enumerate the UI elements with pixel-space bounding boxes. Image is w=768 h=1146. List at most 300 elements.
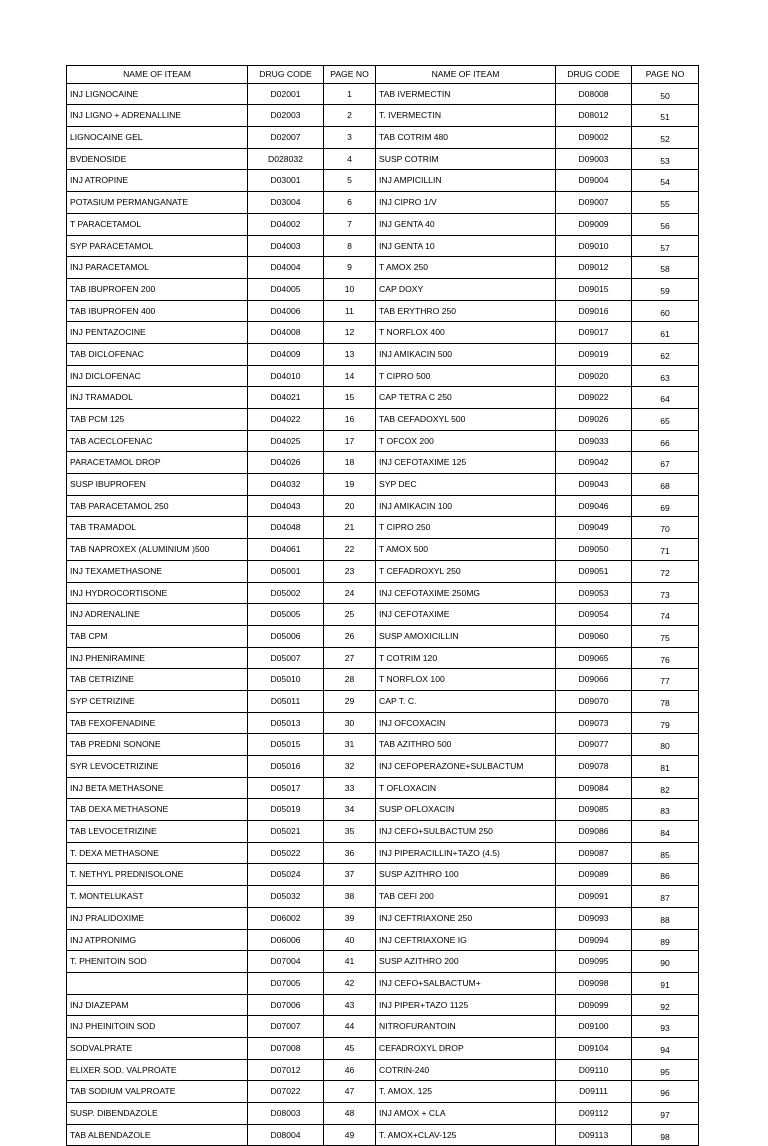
drug-name-left: TAB DEXA METHASONE — [67, 799, 248, 821]
page-no-right: 56 — [632, 213, 699, 235]
page-no-right: 76 — [632, 647, 699, 669]
page-no-left: 2 — [324, 105, 376, 127]
page-no-left: 38 — [324, 886, 376, 908]
page-no-left: 42 — [324, 972, 376, 994]
page-no-right: 93 — [632, 1016, 699, 1038]
drug-name-right: T COTRIM 120 — [376, 647, 556, 669]
drug-name-right: INJ AMPICILLIN — [376, 170, 556, 192]
page-no-right: 50 — [632, 83, 699, 105]
drug-name-right: SUSP OFLOXACIN — [376, 799, 556, 821]
drug-name-right: T NORFLOX 100 — [376, 669, 556, 691]
page-no-left: 27 — [324, 647, 376, 669]
page-no-right: 57 — [632, 235, 699, 257]
drug-name-right: INJ CEFOTAXIME 250MG — [376, 582, 556, 604]
drug-name-left: BVDENOSIDE — [67, 148, 248, 170]
drug-name-left: INJ PENTAZOCINE — [67, 322, 248, 344]
drug-name-left: INJ DIAZEPAM — [67, 994, 248, 1016]
drug-code-left: D04048 — [248, 517, 324, 539]
header-page-right: PAGE NO — [632, 66, 699, 84]
drug-code-left: D04021 — [248, 387, 324, 409]
drug-code-left: D04006 — [248, 300, 324, 322]
drug-name-right: T OFCOX 200 — [376, 430, 556, 452]
drug-code-right: D09053 — [556, 582, 632, 604]
table-row — [67, 886, 699, 908]
drug-name-right: COTRIN-240 — [376, 1059, 556, 1081]
table-row — [67, 560, 699, 582]
page-no-right: 78 — [632, 690, 699, 712]
drug-name-right: INJ CEFOTAXIME 125 — [376, 452, 556, 474]
page-no-left: 18 — [324, 452, 376, 474]
drug-name-left: TAB IBUPROFEN 200 — [67, 278, 248, 300]
page-no-right: 59 — [632, 278, 699, 300]
drug-name-left — [67, 972, 248, 994]
drug-code-right: D09073 — [556, 712, 632, 734]
drug-code-left: D04008 — [248, 322, 324, 344]
drug-code-right: D09003 — [556, 148, 632, 170]
drug-name-right: SUSP AZITHRO 200 — [376, 951, 556, 973]
drug-name-left: TAB CETRIZINE — [67, 669, 248, 691]
page-no-left: 47 — [324, 1081, 376, 1103]
drug-code-left: D05011 — [248, 690, 324, 712]
table-row — [67, 495, 699, 517]
header-code-left: DRUG CODE — [248, 66, 324, 84]
page-no-right: 94 — [632, 1037, 699, 1059]
drug-code-left: D07007 — [248, 1016, 324, 1038]
drug-code-left: D02003 — [248, 105, 324, 127]
drug-name-left: SODVALPRATE — [67, 1037, 248, 1059]
table-row — [67, 929, 699, 951]
header-row — [67, 66, 699, 84]
drug-code-right: D09070 — [556, 690, 632, 712]
page-no-left: 8 — [324, 235, 376, 257]
table-row — [67, 712, 699, 734]
drug-name-left: TAB CPM — [67, 625, 248, 647]
drug-code-right: D09078 — [556, 756, 632, 778]
page-no-left: 7 — [324, 213, 376, 235]
drug-name-right: SUSP COTRIM — [376, 148, 556, 170]
drug-code-right: D09033 — [556, 430, 632, 452]
page-no-left: 22 — [324, 539, 376, 561]
page-no-left: 25 — [324, 604, 376, 626]
drug-code-right: D09093 — [556, 907, 632, 929]
drug-code-left: D04043 — [248, 495, 324, 517]
drug-code-left: D07004 — [248, 951, 324, 973]
page-no-left: 34 — [324, 799, 376, 821]
drug-name-left: INJ PHEINITOIN SOD — [67, 1016, 248, 1038]
page-no-right: 86 — [632, 864, 699, 886]
page-no-right: 75 — [632, 625, 699, 647]
drug-code-left: D05015 — [248, 734, 324, 756]
drug-code-left: D07006 — [248, 994, 324, 1016]
drug-code-right: D09020 — [556, 365, 632, 387]
page-no-left: 46 — [324, 1059, 376, 1081]
drug-code-left: D05002 — [248, 582, 324, 604]
drug-name-left: TAB LEVOCETRIZINE — [67, 821, 248, 843]
table-row — [67, 842, 699, 864]
table-row — [67, 322, 699, 344]
drug-code-right: D09004 — [556, 170, 632, 192]
drug-name-left: PARACETAMOL DROP — [67, 452, 248, 474]
drug-code-right: D09110 — [556, 1059, 632, 1081]
drug-code-left: D04061 — [248, 539, 324, 561]
table-row — [67, 105, 699, 127]
page-no-right: 70 — [632, 517, 699, 539]
drug-code-left: D07022 — [248, 1081, 324, 1103]
drug-code-right: D09009 — [556, 213, 632, 235]
table-row — [67, 821, 699, 843]
page-no-right: 65 — [632, 409, 699, 431]
page-no-right: 74 — [632, 604, 699, 626]
drug-code-left: D05024 — [248, 864, 324, 886]
page-no-left: 20 — [324, 495, 376, 517]
drug-code-left: D05006 — [248, 625, 324, 647]
page-no-right: 96 — [632, 1081, 699, 1103]
drug-code-right: D09010 — [556, 235, 632, 257]
drug-name-right: CAP T. C. — [376, 690, 556, 712]
page-no-right: 63 — [632, 365, 699, 387]
page-no-left: 21 — [324, 517, 376, 539]
page-no-left: 40 — [324, 929, 376, 951]
page-no-right: 83 — [632, 799, 699, 821]
drug-code-left: D05022 — [248, 842, 324, 864]
table-row — [67, 235, 699, 257]
drug-code-right: D09054 — [556, 604, 632, 626]
page-no-left: 28 — [324, 669, 376, 691]
page-no-right: 81 — [632, 756, 699, 778]
drug-code-right: D09100 — [556, 1016, 632, 1038]
drug-name-left: SYP CETRIZINE — [67, 690, 248, 712]
drug-code-left: D04026 — [248, 452, 324, 474]
page-no-left: 30 — [324, 712, 376, 734]
table-row — [67, 409, 699, 431]
table-row — [67, 756, 699, 778]
table-row — [67, 777, 699, 799]
page-no-left: 11 — [324, 300, 376, 322]
drug-code-left: D02001 — [248, 83, 324, 105]
drug-name-right: CEFADROXYL DROP — [376, 1037, 556, 1059]
table-row — [67, 994, 699, 1016]
drug-name-left: TAB DICLOFENAC — [67, 343, 248, 365]
table-row — [67, 582, 699, 604]
page-no-left: 3 — [324, 127, 376, 149]
table-row — [67, 170, 699, 192]
page-no-right: 51 — [632, 105, 699, 127]
drug-code-left: D02007 — [248, 127, 324, 149]
page-no-right: 87 — [632, 886, 699, 908]
drug-code-left: D08003 — [248, 1103, 324, 1125]
drug-name-right: T. AMOX. 125 — [376, 1081, 556, 1103]
table-row — [67, 734, 699, 756]
drug-name-left: TAB PARACETAMOL 250 — [67, 495, 248, 517]
page-no-left: 43 — [324, 994, 376, 1016]
page-no-left: 14 — [324, 365, 376, 387]
drug-name-right: INJ PIPER+TAZO 1125 — [376, 994, 556, 1016]
drug-code-left: D05007 — [248, 647, 324, 669]
page-no-left: 48 — [324, 1103, 376, 1125]
drug-code-left: D04022 — [248, 409, 324, 431]
drug-name-right: INJ AMIKACIN 500 — [376, 343, 556, 365]
drug-code-right: D09085 — [556, 799, 632, 821]
drug-code-right: D09019 — [556, 343, 632, 365]
drug-name-right: TAB AZITHRO 500 — [376, 734, 556, 756]
drug-code-right: D09060 — [556, 625, 632, 647]
drug-code-right: D09112 — [556, 1103, 632, 1125]
drug-code-right: D09012 — [556, 257, 632, 279]
drug-name-left: INJ TEXAMETHASONE — [67, 560, 248, 582]
drug-code-right: D09049 — [556, 517, 632, 539]
drug-name-left: T. NETHYL PREDNISOLONE — [67, 864, 248, 886]
table-row — [67, 1081, 699, 1103]
drug-code-left: D04009 — [248, 343, 324, 365]
page-no-right: 68 — [632, 474, 699, 496]
page-no-right: 85 — [632, 842, 699, 864]
drug-code-left: D04004 — [248, 257, 324, 279]
page-no-right: 60 — [632, 300, 699, 322]
drug-name-left: LIGNOCAINE GEL — [67, 127, 248, 149]
drug-name-left: TAB ALBENDAZOLE — [67, 1124, 248, 1146]
page-no-right: 53 — [632, 148, 699, 170]
page-no-left: 31 — [324, 734, 376, 756]
drug-name-left: TAB NAPROXEX (ALUMINIUM )500 — [67, 539, 248, 561]
drug-name-left: INJ ATROPINE — [67, 170, 248, 192]
drug-name-right: T NORFLOX 400 — [376, 322, 556, 344]
table-row — [67, 83, 699, 105]
table-row — [67, 127, 699, 149]
page-no-right: 97 — [632, 1103, 699, 1125]
drug-code-right: D09111 — [556, 1081, 632, 1103]
drug-name-right: T CIPRO 500 — [376, 365, 556, 387]
drug-code-right: D09050 — [556, 539, 632, 561]
table-row — [67, 1103, 699, 1125]
page-no-left: 17 — [324, 430, 376, 452]
drug-name-right: INJ PIPERACILLIN+TAZO (4.5) — [376, 842, 556, 864]
page-no-left: 45 — [324, 1037, 376, 1059]
drug-code-right: D09007 — [556, 192, 632, 214]
drug-name-right: INJ GENTA 40 — [376, 213, 556, 235]
table-row — [67, 1037, 699, 1059]
header-name-right: NAME OF ITEAM — [376, 66, 556, 84]
drug-name-right: INJ CEFOPERAZONE+SULBACTUM — [376, 756, 556, 778]
drug-code-right: D09015 — [556, 278, 632, 300]
drug-code-left: D04002 — [248, 213, 324, 235]
drug-name-right: TAB CEFADOXYL 500 — [376, 409, 556, 431]
drug-name-left: POTASIUM PERMANGANATE — [67, 192, 248, 214]
drug-name-right: CAP TETRA C 250 — [376, 387, 556, 409]
drug-code-left: D07012 — [248, 1059, 324, 1081]
page-no-left: 29 — [324, 690, 376, 712]
drug-name-right: TAB CEFI 200 — [376, 886, 556, 908]
drug-name-left: ELIXER SOD. VALPROATE — [67, 1059, 248, 1081]
page-no-right: 79 — [632, 712, 699, 734]
drug-code-left: D04005 — [248, 278, 324, 300]
page-no-right: 52 — [632, 127, 699, 149]
drug-name-right: T AMOX 500 — [376, 539, 556, 561]
drug-code-left: D04032 — [248, 474, 324, 496]
page-no-left: 15 — [324, 387, 376, 409]
page-no-left: 49 — [324, 1124, 376, 1146]
drug-code-right: D09016 — [556, 300, 632, 322]
page-no-right: 69 — [632, 495, 699, 517]
drug-code-right: D09091 — [556, 886, 632, 908]
page-no-left: 6 — [324, 192, 376, 214]
drug-name-right: INJ GENTA 10 — [376, 235, 556, 257]
drug-code-right: D09089 — [556, 864, 632, 886]
page-no-right: 82 — [632, 777, 699, 799]
drug-name-left: TAB PCM 125 — [67, 409, 248, 431]
drug-name-right: INJ OFCOXACIN — [376, 712, 556, 734]
page-no-left: 9 — [324, 257, 376, 279]
drug-code-left: D05016 — [248, 756, 324, 778]
drug-code-left: D07005 — [248, 972, 324, 994]
drug-name-right: TAB ERYTHRO 250 — [376, 300, 556, 322]
page-no-right: 72 — [632, 560, 699, 582]
drug-name-right: INJ AMOX + CLA — [376, 1103, 556, 1125]
table-row — [67, 452, 699, 474]
drug-code-right: D09099 — [556, 994, 632, 1016]
page-no-right: 89 — [632, 929, 699, 951]
drug-code-left: D07008 — [248, 1037, 324, 1059]
drug-name-left: T. DEXA METHASONE — [67, 842, 248, 864]
drug-name-right: T AMOX 250 — [376, 257, 556, 279]
drug-name-left: SYR LEVOCETRIZINE — [67, 756, 248, 778]
drug-name-right: T CIPRO 250 — [376, 517, 556, 539]
page-no-right: 77 — [632, 669, 699, 691]
table-row — [67, 690, 699, 712]
page-no-right: 90 — [632, 951, 699, 973]
page-no-left: 13 — [324, 343, 376, 365]
table-row — [67, 192, 699, 214]
drug-code-right: D09002 — [556, 127, 632, 149]
drug-name-right: CAP DOXY — [376, 278, 556, 300]
page-no-left: 37 — [324, 864, 376, 886]
table-row — [67, 907, 699, 929]
page-no-right: 88 — [632, 907, 699, 929]
table-row — [67, 278, 699, 300]
page-no-left: 12 — [324, 322, 376, 344]
drug-code-left: D05005 — [248, 604, 324, 626]
table-row — [67, 647, 699, 669]
drug-code-left: D05013 — [248, 712, 324, 734]
page-no-left: 26 — [324, 625, 376, 647]
page-no-left: 39 — [324, 907, 376, 929]
page-no-right: 98 — [632, 1124, 699, 1146]
drug-code-right: D09065 — [556, 647, 632, 669]
drug-name-right: SYP DEC — [376, 474, 556, 496]
drug-code-right: D09043 — [556, 474, 632, 496]
drug-code-left: D05032 — [248, 886, 324, 908]
drug-name-right: INJ CEFTRIAXONE IG — [376, 929, 556, 951]
drug-name-left: T. PHENITOIN SOD — [67, 951, 248, 973]
drug-name-right: T CEFADROXYL 250 — [376, 560, 556, 582]
drug-name-left: SUSP IBUPROFEN — [67, 474, 248, 496]
drug-code-right: D09104 — [556, 1037, 632, 1059]
drug-name-right: INJ CEFOTAXIME — [376, 604, 556, 626]
drug-name-left: T. MONTELUKAST — [67, 886, 248, 908]
page-no-right: 71 — [632, 539, 699, 561]
drug-code-left: D04010 — [248, 365, 324, 387]
drug-code-right: D09017 — [556, 322, 632, 344]
drug-name-right: SUSP AMOXICILLIN — [376, 625, 556, 647]
page-no-left: 36 — [324, 842, 376, 864]
drug-name-right: INJ CEFO+SALBACTUM+ — [376, 972, 556, 994]
table-row — [67, 539, 699, 561]
drug-name-left: TAB SODIUM VALPROATE — [67, 1081, 248, 1103]
drug-code-left: D028032 — [248, 148, 324, 170]
table-body — [67, 83, 699, 1146]
drug-code-right: D09046 — [556, 495, 632, 517]
drug-code-right: D09051 — [556, 560, 632, 582]
drug-name-left: TAB TRAMADOL — [67, 517, 248, 539]
drug-name-left: SYP PARACETAMOL — [67, 235, 248, 257]
page-no-right: 92 — [632, 994, 699, 1016]
page-no-left: 41 — [324, 951, 376, 973]
table-row — [67, 1059, 699, 1081]
table-row — [67, 213, 699, 235]
page-no-right: 62 — [632, 343, 699, 365]
drug-name-right: INJ CEFO+SULBACTUM 250 — [376, 821, 556, 843]
drug-name-left: TAB FEXOFENADINE — [67, 712, 248, 734]
header-code-right: DRUG CODE — [556, 66, 632, 84]
page-no-left: 35 — [324, 821, 376, 843]
drug-name-left: INJ BETA METHASONE — [67, 777, 248, 799]
drug-name-left: INJ ADRENALINE — [67, 604, 248, 626]
page-no-left: 10 — [324, 278, 376, 300]
drug-name-right: T. AMOX+CLAV-125 — [376, 1124, 556, 1146]
table-row — [67, 972, 699, 994]
drug-index-table — [66, 65, 699, 1146]
page-no-right: 61 — [632, 322, 699, 344]
header-name-left: NAME OF ITEAM — [67, 66, 248, 84]
drug-name-left: INJ PHENIRAMINE — [67, 647, 248, 669]
table-row — [67, 430, 699, 452]
page-no-right: 58 — [632, 257, 699, 279]
drug-code-right: D09026 — [556, 409, 632, 431]
page-no-right: 95 — [632, 1059, 699, 1081]
drug-code-left: D06006 — [248, 929, 324, 951]
page-no-right: 66 — [632, 430, 699, 452]
drug-name-left: INJ PARACETAMOL — [67, 257, 248, 279]
drug-name-right: NITROFURANTOIN — [376, 1016, 556, 1038]
table-row — [67, 799, 699, 821]
drug-code-right: D09095 — [556, 951, 632, 973]
drug-code-right: D09094 — [556, 929, 632, 951]
drug-name-left: INJ LIGNOCAINE — [67, 83, 248, 105]
drug-name-right: TAB IVERMECTIN — [376, 83, 556, 105]
drug-name-left: INJ PRALIDOXIME — [67, 907, 248, 929]
table-row — [67, 1124, 699, 1146]
table-row — [67, 604, 699, 626]
page-no-left: 24 — [324, 582, 376, 604]
drug-code-left: D04003 — [248, 235, 324, 257]
drug-code-right: D09077 — [556, 734, 632, 756]
drug-name-left: T PARACETAMOL — [67, 213, 248, 235]
page-no-left: 1 — [324, 83, 376, 105]
drug-code-right: D09086 — [556, 821, 632, 843]
drug-code-right: D09066 — [556, 669, 632, 691]
table-row — [67, 474, 699, 496]
drug-name-right: TAB COTRIM 480 — [376, 127, 556, 149]
table-row — [67, 365, 699, 387]
drug-code-right: D09087 — [556, 842, 632, 864]
drug-name-right: INJ AMIKACIN 100 — [376, 495, 556, 517]
drug-code-left: D08004 — [248, 1124, 324, 1146]
drug-code-right: D08012 — [556, 105, 632, 127]
drug-code-right: D09098 — [556, 972, 632, 994]
table-row — [67, 669, 699, 691]
drug-code-left: D05021 — [248, 821, 324, 843]
table-row — [67, 148, 699, 170]
drug-name-right: T OFLOXACIN — [376, 777, 556, 799]
